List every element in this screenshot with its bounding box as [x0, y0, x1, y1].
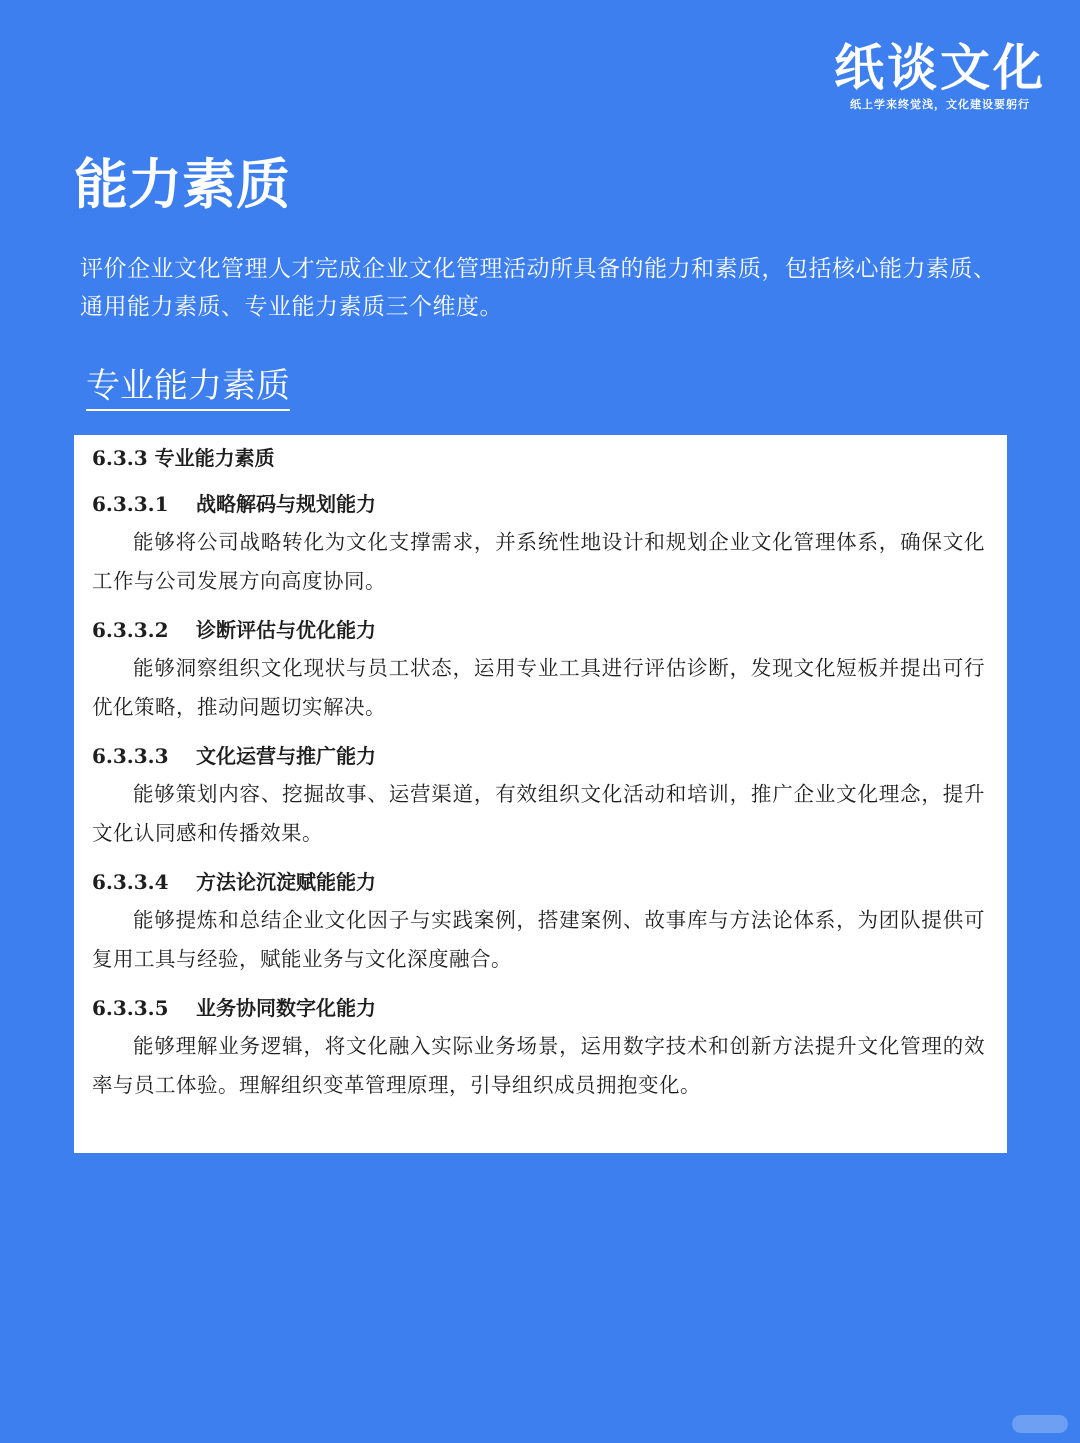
subsection-body: 能够将公司战略转化为文化支撑需求，并系统性地设计和规划企业文化管理体系，确保文化工作与公司发展方向高度协同。 [92, 530, 985, 593]
subsection [92, 615, 985, 727]
subsection-heading [92, 867, 985, 897]
subsection-heading [92, 615, 985, 645]
subsection-title: 诊断评估与优化能力 [196, 618, 376, 642]
subsection [92, 867, 985, 979]
subsection-title: 业务协同数字化能力 [196, 996, 376, 1020]
watermark-badge [1012, 1415, 1068, 1433]
document-excerpt [74, 435, 1007, 1153]
brand-name: 纸谈文化 [834, 39, 1046, 97]
subsection-body: 能够理解业务逻辑，将文化融入实际业务场景，运用数字技术和创新方法提升文化管理的效率与员工体验。理解组织变革管理原理，引导组织成员拥抱变化。 [92, 1034, 985, 1097]
subsection [92, 741, 985, 853]
subsection-heading [92, 993, 985, 1023]
clause-title: 6.3.3 专业能力素质 [92, 446, 275, 470]
subsection-title: 方法论沉淀赋能能力 [196, 870, 376, 894]
brand-logo [832, 38, 1048, 112]
intro-text: 评价企业文化管理人才完成企业文化管理活动所具备的能力和素质，包括核心能力素质、通用能力素质、专业能力素质三个维度。 [80, 256, 997, 320]
subsection-title: 文化运营与推广能力 [196, 744, 376, 768]
subsection-number: 6.3.3.1 [92, 492, 169, 516]
brand-slogan: 纸上学来终觉浅，文化建设要躬行 [850, 98, 1030, 111]
subsection-number: 6.3.3.2 [92, 618, 169, 642]
subsection-body: 能够洞察组织文化现状与员工状态，运用专业工具进行评估诊断，发现文化短板并提出可行优化策略，推动问题切实解决。 [92, 656, 985, 719]
subsection-heading [92, 489, 985, 519]
subsection-number: 6.3.3.5 [92, 996, 169, 1020]
subsection-body: 能够策划内容、挖掘故事、运营渠道，有效组织文化活动和培训，推广企业文化理念，提升文化认同感和传播效果。 [92, 782, 985, 845]
subsection-number: 6.3.3.3 [92, 744, 169, 768]
subsection-body: 能够提炼和总结企业文化因子与实践案例，搭建案例、故事库与方法论体系，为团队提供可复用工具与经验，赋能业务与文化深度融合。 [92, 908, 985, 971]
subsection-number: 6.3.3.4 [92, 870, 169, 894]
page-title: 能力素质 [74, 153, 290, 216]
subsection [92, 993, 985, 1105]
subsection-title: 战略解码与规划能力 [196, 492, 376, 516]
subsection-heading [92, 741, 985, 771]
subsection [92, 489, 985, 601]
section-heading: 专业能力素质 [86, 363, 290, 411]
